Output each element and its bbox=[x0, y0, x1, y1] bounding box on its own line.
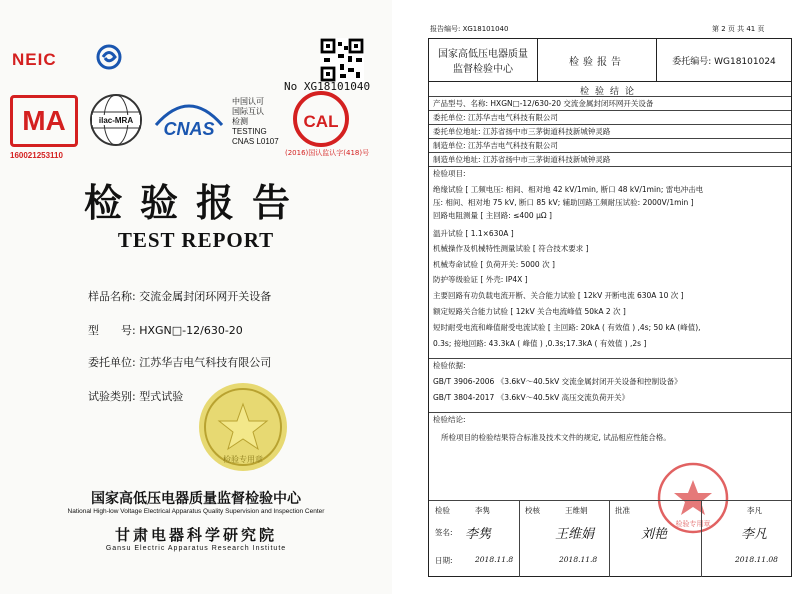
item-line: 机械寿命试验 [ 负荷开关: 5000 次 ] bbox=[433, 260, 555, 269]
item-line: 机械操作及机械特性测量试验 [ 符合技术要求 ] bbox=[433, 244, 589, 253]
report-title-en: TEST REPORT bbox=[117, 228, 275, 252]
approver-mid-signature: 刘艳 bbox=[641, 527, 668, 542]
cal-caption: (2016)国认监认字(418)号 bbox=[285, 149, 370, 157]
info-row: 产品型号、名称: HXGN□-12/630-20 交流金属封闭环网开关设备 bbox=[429, 96, 791, 110]
report-number: No XG18101040 bbox=[284, 80, 371, 93]
item-line: 短时耐受电流和峰值耐受电流试验 [ 主回路: 20kA ( 有效值 ) ,4s; 50 kA (峰值), bbox=[433, 323, 701, 332]
approver-signature: 李凡 bbox=[741, 527, 768, 542]
basis-title: 检验依据: bbox=[429, 358, 791, 372]
report-title-cn: 检验报告 bbox=[83, 180, 308, 225]
info-row: 制造单位: 江苏华吉电气科技有限公司 bbox=[429, 138, 791, 152]
institute-name-en: National High-low Voltage Electrical Apparatus Quality Supervision and Inspection Center bbox=[67, 508, 325, 515]
conclusion-table-title: 检验结论 bbox=[579, 87, 640, 97]
info-row: 制造单位地址: 江苏省扬中市三茅街道科技新城钟灵路 bbox=[429, 152, 791, 166]
basis-line: GB/T 3804-2017 《3.6kV～40.5kV 高压交流负荷开关》 bbox=[433, 393, 630, 402]
report-cover-page bbox=[0, 0, 392, 594]
conclusion-page bbox=[410, 0, 800, 594]
cnas-logo-icon bbox=[150, 95, 228, 145]
neic-logo: NEIC bbox=[12, 50, 57, 69]
inspector-label: 检验 bbox=[435, 506, 450, 515]
top-report-number: 报告编号: XG18101040 bbox=[430, 25, 509, 33]
header-organization: 国家高低压电器质量 监督检验中心 bbox=[429, 39, 538, 81]
inspector-date: 2018.11.8 bbox=[475, 555, 514, 564]
item-line: 回路电阻测量 [ 主回路: ≤400 μΩ ] bbox=[433, 211, 552, 220]
page-indicator: 第 2 页 共 41 页 bbox=[712, 25, 765, 33]
inspector-name: 李隽 bbox=[475, 506, 490, 515]
report-header-table bbox=[428, 38, 792, 82]
qr-code-icon bbox=[320, 38, 364, 82]
swirl-logo-icon bbox=[96, 44, 122, 70]
approver-label: 批准 bbox=[615, 506, 630, 515]
cal-logo-icon bbox=[292, 90, 350, 148]
item-line: 防护等级验证 [ 外壳: IP4X ] bbox=[433, 275, 528, 284]
conclusion-text: 所检项目的检验结果符合标准及技术文件的规定, 试品相应性能合格。 bbox=[441, 433, 671, 442]
red-seal-label: 检验专用章 bbox=[675, 520, 711, 528]
cma-mark: MA bbox=[10, 95, 78, 147]
item-line: 0.3s; 接地回路: 43.3kA ( 峰值 ) ,0.3s;17.3kA ( 有效值 ) ,2s ] bbox=[433, 339, 647, 348]
gold-seal-icon bbox=[196, 380, 290, 474]
ilac-mra-logo-icon bbox=[88, 92, 144, 148]
checker-date: 2018.11.8 bbox=[559, 555, 598, 564]
checker-signature: 王维娟 bbox=[555, 527, 595, 542]
info-row: 委托单位地址: 江苏省扬中市三茅街道科技新城钟灵路 bbox=[429, 124, 791, 138]
cma-code: 160021253110 bbox=[10, 151, 63, 160]
approver-date: 2018.11.08 bbox=[735, 555, 778, 564]
cma-logo bbox=[10, 95, 80, 160]
item-line: 温升试验 [ 1.1×630A ] bbox=[433, 229, 514, 238]
inspector-signature: 李隽 bbox=[465, 527, 492, 542]
cnas-label: CNAS bbox=[163, 119, 215, 139]
cnas-recognition-text: 中国认可 国际互认 检测 TESTING CNAS L0107 bbox=[232, 97, 279, 146]
item-line: 主要回路有功负载电流开断、关合能力试验 [ 12kV 开断电流 630A 10 次 ] bbox=[433, 291, 684, 300]
seal-label: 检验专用章 bbox=[223, 455, 263, 464]
info-row: 委托单位: 江苏华吉电气科技有限公司 bbox=[429, 110, 791, 124]
ilac-label: ilac-MRA bbox=[98, 116, 134, 125]
approver-name: 李凡 bbox=[747, 506, 762, 515]
checker-name: 王维娟 bbox=[565, 506, 588, 515]
item-line: 压: 相间、相对地 75 kV, 断口 85 kV; 辅助回路工频耐压试验: 2000V/1min ] bbox=[433, 198, 694, 207]
item-line: 绝缘试验 [ 工频电压: 相间、相对地 42 kV/1min, 断口 48 kV/1min; 雷电冲击电 bbox=[433, 185, 704, 194]
cal-label: CAL bbox=[303, 112, 339, 131]
basis-line: GB/T 3906-2006 《3.6kV～40.5kV 交流金属封闭开关设备和控制设备》 bbox=[433, 377, 682, 386]
sign-label: 签名: bbox=[435, 528, 453, 537]
model-field: 型 号: HXGN□-12/630-20 bbox=[88, 324, 243, 337]
institute-name-cn: 国家高低压电器质量监督检验中心 bbox=[91, 491, 301, 507]
item-line: 额定短路关合能力试验 [ 12kV 关合电流峰值 50kA 2 次 ] bbox=[433, 307, 626, 316]
sample-name-field: 样品名称: 交流金属封闭环网开关设备 bbox=[88, 290, 272, 303]
research-institute-cn: 甘肃电器科学研究院 bbox=[114, 526, 277, 544]
conclusion-table bbox=[428, 80, 792, 577]
date-label: 日期: bbox=[435, 556, 453, 565]
checker-label: 校核 bbox=[525, 506, 540, 515]
signature-row bbox=[429, 500, 791, 577]
items-title: 检验项目: bbox=[429, 166, 791, 180]
header-entrust-number: 委托编号: WG18101024 bbox=[672, 56, 776, 67]
header-title: 检验报告 bbox=[538, 39, 657, 81]
research-institute-en: Gansu Electric Apparatus Research Institute bbox=[105, 545, 287, 552]
test-type-field: 试验类别: 型式试验 bbox=[88, 390, 184, 403]
client-field: 委托单位: 江苏华吉电气科技有限公司 bbox=[88, 356, 272, 369]
conclusion-title: 检验结论: bbox=[429, 412, 791, 426]
